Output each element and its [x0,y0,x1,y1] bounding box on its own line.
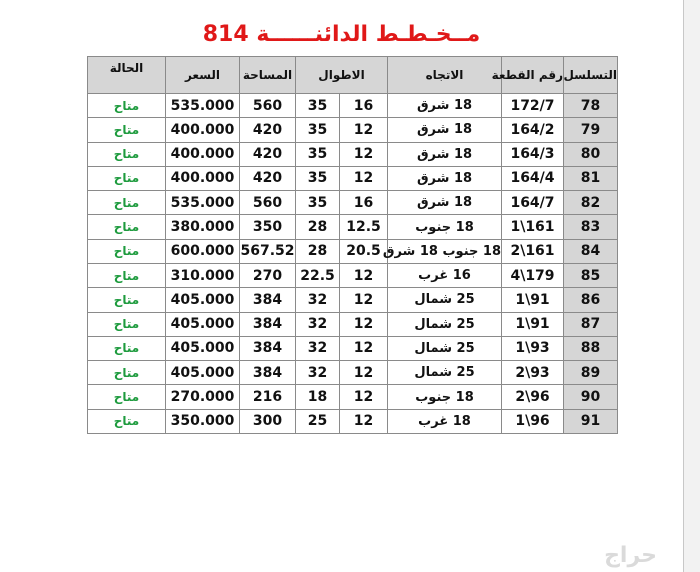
cell-price: 405.000 [166,336,240,360]
cell-price: 380.000 [166,215,240,239]
cell-seq: 90 [564,385,618,409]
header-area: المساحة [240,57,296,94]
table-row [88,288,618,312]
table-row [88,94,618,118]
header-price: السعر [166,57,240,94]
cell-price: 270.000 [166,385,240,409]
cell-status: متاح [88,385,166,409]
table-row [88,118,618,142]
table-row [88,312,618,336]
cell-area: 560 [240,94,296,118]
cell-seq: 86 [564,288,618,312]
cell-seq: 80 [564,142,618,166]
cell-price: 535.000 [166,94,240,118]
cell-direction: 16 غرب [388,263,502,287]
cell-price: 600.000 [166,239,240,263]
cell-status: متاح [88,263,166,287]
cell-price: 400.000 [166,166,240,190]
cell-direction: 25 شمال [388,361,502,385]
cell-length-2: 32 [296,312,340,336]
cell-direction: 25 شمال [388,312,502,336]
cell-area: 350 [240,215,296,239]
cell-area: 300 [240,409,296,433]
cell-status: متاح [88,288,166,312]
cell-seq: 82 [564,191,618,215]
cell-length-1: 12 [340,361,388,385]
cell-plot: 96\1 [502,409,564,433]
cell-area: 420 [240,166,296,190]
cell-length-2: 32 [296,336,340,360]
cell-length-2: 35 [296,191,340,215]
cell-length-2: 18 [296,385,340,409]
cell-direction: 18 جنوب [388,385,502,409]
cell-area: 216 [240,385,296,409]
cell-length-1: 12 [340,118,388,142]
cell-plot: 93\2 [502,361,564,385]
cell-direction: 18 شرق [388,94,502,118]
cell-length-1: 12 [340,336,388,360]
cell-status: متاح [88,215,166,239]
cell-length-2: 32 [296,288,340,312]
cell-plot: 161\1 [502,215,564,239]
cell-status: متاح [88,361,166,385]
cell-seq: 79 [564,118,618,142]
cell-direction: 18 شرق [388,142,502,166]
cell-direction: 18 شرق [388,166,502,190]
table-row [88,142,618,166]
cell-area: 384 [240,336,296,360]
cell-status: متاح [88,118,166,142]
cell-direction: 18 شرق [388,191,502,215]
plots-table [87,56,618,434]
cell-length-1: 12 [340,288,388,312]
cell-length-1: 16 [340,191,388,215]
cell-seq: 87 [564,312,618,336]
cell-length-1: 16 [340,94,388,118]
header-plot: رقم القطعة [502,57,564,94]
cell-plot: 164/4 [502,166,564,190]
watermark-logo: حراج [604,543,657,568]
cell-area: 420 [240,118,296,142]
cell-price: 405.000 [166,312,240,336]
table-row [88,361,618,385]
cell-length-2: 22.5 [296,263,340,287]
cell-length-2: 28 [296,239,340,263]
cell-seq: 83 [564,215,618,239]
cell-plot: 179\4 [502,263,564,287]
cell-length-2: 35 [296,94,340,118]
cell-plot: 161\2 [502,239,564,263]
cell-seq: 89 [564,361,618,385]
cell-length-2: 35 [296,166,340,190]
cell-plot: 164/2 [502,118,564,142]
cell-area: 384 [240,312,296,336]
cell-direction: 18 جنوب 18 شرق [388,239,502,263]
cell-direction: 25 شمال [388,336,502,360]
table-row [88,215,618,239]
cell-plot: 91\1 [502,312,564,336]
cell-status: متاح [88,166,166,190]
cell-direction: 18 غرب [388,409,502,433]
cell-length-1: 12 [340,312,388,336]
header-direction: الاتجاه [388,57,502,94]
cell-price: 350.000 [166,409,240,433]
table-header-row [88,57,618,94]
cell-seq: 78 [564,94,618,118]
cell-area: 270 [240,263,296,287]
cell-direction: 18 شرق [388,118,502,142]
cell-status: متاح [88,94,166,118]
cell-length-2: 28 [296,215,340,239]
cell-length-1: 12 [340,166,388,190]
cell-length-1: 12.5 [340,215,388,239]
cell-seq: 88 [564,336,618,360]
cell-length-2: 35 [296,118,340,142]
cell-status: متاح [88,239,166,263]
cell-direction: 18 جنوب [388,215,502,239]
cell-price: 400.000 [166,142,240,166]
cell-length-1: 20.5 [340,239,388,263]
table-row [88,239,618,263]
cell-plot: 91\1 [502,288,564,312]
cell-length-1: 12 [340,409,388,433]
cell-seq: 81 [564,166,618,190]
cell-plot: 96\2 [502,385,564,409]
cell-seq: 85 [564,263,618,287]
cell-status: متاح [88,336,166,360]
page-margin [684,0,700,572]
cell-length-2: 35 [296,142,340,166]
cell-length-2: 25 [296,409,340,433]
cell-plot: 93\1 [502,336,564,360]
cell-plot: 164/7 [502,191,564,215]
header-status: الحالة [88,57,166,94]
cell-status: متاح [88,142,166,166]
cell-price: 405.000 [166,361,240,385]
header-dimensions: الاطوال [296,57,388,94]
cell-seq: 91 [564,409,618,433]
cell-length-1: 12 [340,263,388,287]
table-row [88,191,618,215]
cell-length-1: 12 [340,385,388,409]
cell-area: 567.52 [240,239,296,263]
cell-length-1: 12 [340,142,388,166]
document-title: مــخـطـط الدائنــــــة 814 [202,22,481,47]
table-row [88,263,618,287]
cell-area: 420 [240,142,296,166]
cell-area: 384 [240,361,296,385]
cell-price: 535.000 [166,191,240,215]
cell-status: متاح [88,409,166,433]
cell-seq: 84 [564,239,618,263]
table-row [88,385,618,409]
cell-area: 384 [240,288,296,312]
cell-price: 310.000 [166,263,240,287]
cell-length-2: 32 [296,361,340,385]
cell-plot: 172/7 [502,94,564,118]
cell-status: متاح [88,191,166,215]
cell-area: 560 [240,191,296,215]
table-row [88,166,618,190]
table-row [88,336,618,360]
header-seq: التسلسل [564,57,618,94]
table-row [88,409,618,433]
cell-price: 400.000 [166,118,240,142]
cell-plot: 164/3 [502,142,564,166]
cell-status: متاح [88,312,166,336]
cell-direction: 25 شمال [388,288,502,312]
cell-price: 405.000 [166,288,240,312]
